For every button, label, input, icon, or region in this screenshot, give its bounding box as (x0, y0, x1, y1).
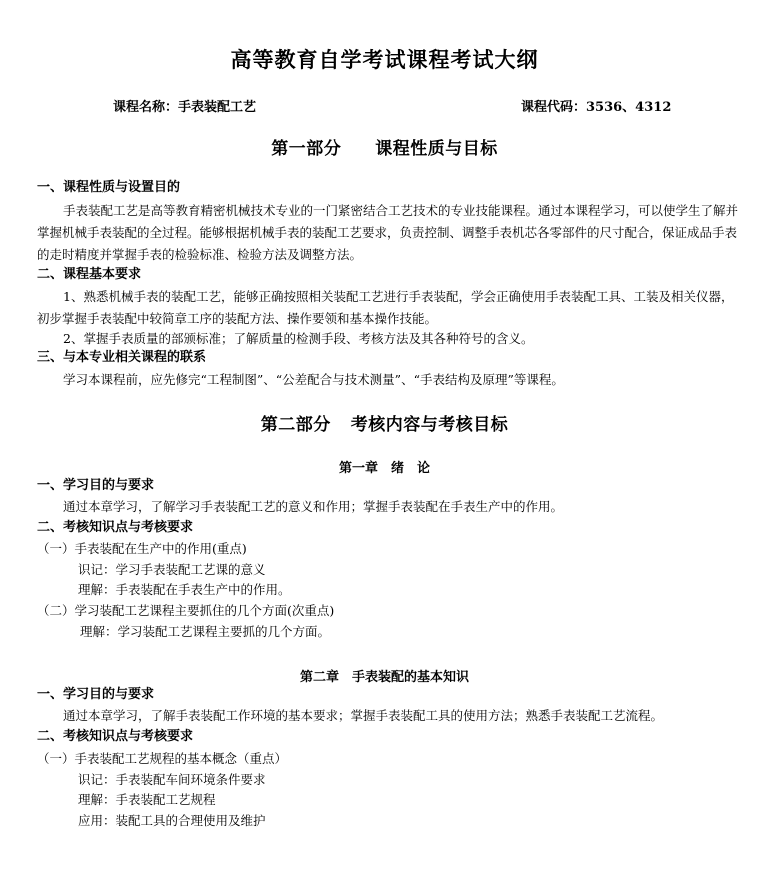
course-name: 课程名称：手表装配工艺 (113, 100, 257, 115)
knowledge-requirement: 识记：手表装配车间环境条件要求 (78, 772, 266, 787)
section-paragraph: 手表装配工艺是高等教育精密机械技术专业的一门紧密结合工艺技术的专业技能课程。通过本课程学习，可以使学生了解并掌握机械手表装配的全过程。能够根据机械手表的装配工艺要求，负责控制、调整手表机芯各零部件的尺寸配合，保证成品手表的走时精度并掌握手表的检验标准、检验方法及调整方法。 (37, 203, 739, 262)
section-paragraph: 学习本课程前，应先修完“工程制图”、“公差配合与技术测量”、“手表结构及原理”等课程。 (63, 372, 564, 387)
part1-title (0, 134, 769, 159)
chapter-title: 第二章 手表装配的基本知识 (299, 670, 469, 685)
knowledge-requirement: 理解：手表装配工艺规程 (78, 792, 216, 807)
knowledge-requirement: 理解：手表装配在手表生产中的作用。 (78, 582, 291, 597)
knowledge-requirement: 理解：学习装配工艺课程主要抓的几个方面。 (80, 624, 331, 639)
knowledge-requirement: 识记：学习手表装配工艺课的意义 (78, 562, 266, 577)
chapter-title: 第一章 绪 论 (338, 461, 430, 476)
part1-title-number: 第一部分 (271, 139, 342, 159)
part1-title-text: 课程性质与目标 (375, 139, 498, 159)
section-heading: 一、课程性质与设置目的 (37, 180, 181, 195)
section-heading: 一、学习目的与要求 (37, 687, 155, 702)
section-heading: 一、学习目的与要求 (37, 478, 155, 493)
document-title: 高等教育自学考试课程考试大纲 (230, 48, 539, 72)
section-heading: 二、考核知识点与考核要求 (37, 729, 194, 744)
part2-title (0, 410, 769, 435)
section-heading: 三、与本专业相关课程的联系 (37, 350, 207, 365)
knowledge-point: （二）学习装配工艺课程主要抓住的几个方面(次重点) (37, 603, 335, 618)
knowledge-requirement: 应用：装配工具的合理使用及维护 (78, 813, 266, 828)
part2-title-number: 第二部分 (260, 415, 331, 435)
knowledge-point: （一）手表装配工艺规程的基本概念（重点） (37, 751, 288, 766)
knowledge-point: （一）手表装配在生产中的作用(重点) (37, 541, 247, 556)
section-heading: 二、考核知识点与考核要求 (37, 520, 194, 535)
requirement-item: 2、掌握手表质量的部颁标准；了解质量的检测手段、考核方法及其各种符号的含义。 (63, 331, 534, 346)
section-paragraph: 通过本章学习，了解手表装配工作环境的基本要求；掌握手表装配工具的使用方法；熟悉手表装配工艺流程。 (63, 708, 664, 723)
part2-title-text: 考核内容与考核目标 (350, 415, 509, 435)
section-heading: 二、课程基本要求 (37, 267, 142, 282)
section-paragraph: 通过本章学习，了解学习手表装配工艺的意义和作用；掌握手表装配在手表生产中的作用。 (63, 499, 564, 514)
requirement-item: 1、熟悉机械手表的装配工艺，能够正确按照相关装配工艺进行手表装配，学会正确使用手表装配工具、工装及相关仪器，初步掌握手表装配中较简章工序的装配方法、操作要领和基本操作技能。 (37, 289, 734, 326)
course-code: 课程代码：3536、4312 (521, 100, 672, 115)
